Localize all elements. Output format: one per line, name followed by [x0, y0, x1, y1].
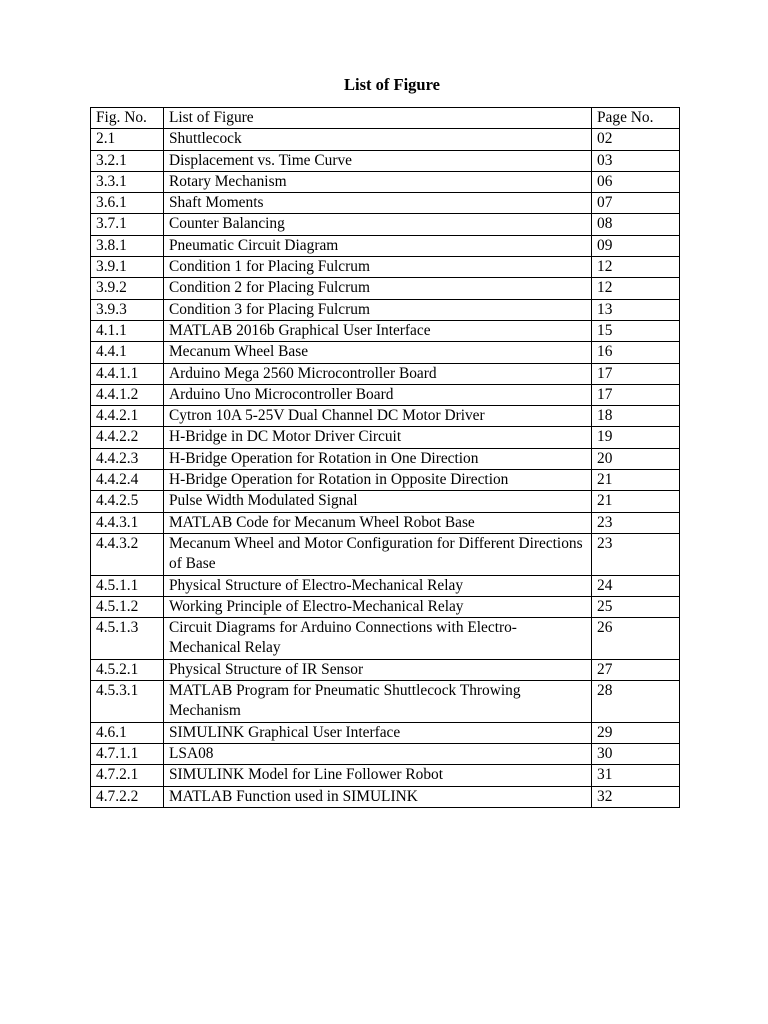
page-number-cell: 02 [592, 129, 680, 150]
table-row [91, 342, 680, 363]
fig-title-cell: SIMULINK Graphical User Interface [164, 722, 592, 743]
table-row [91, 278, 680, 299]
page-number-cell: 09 [592, 235, 680, 256]
fig-title-cell: LSA08 [164, 743, 592, 764]
fig-number-cell: 4.6.1 [91, 722, 164, 743]
fig-title-cell: MATLAB Code for Mecanum Wheel Robot Base [164, 512, 592, 533]
fig-title-cell: Pneumatic Circuit Diagram [164, 235, 592, 256]
table-row [91, 171, 680, 192]
fig-title-cell: Physical Structure of Electro-Mechanical Relay [164, 575, 592, 596]
fig-title-cell: MATLAB Program for Pneumatic Shuttlecock Throwing Mechanism [164, 681, 592, 723]
table-row [91, 257, 680, 278]
page-number-cell: 30 [592, 743, 680, 764]
fig-number-cell: 4.4.2.2 [91, 427, 164, 448]
page-number-cell: 28 [592, 681, 680, 723]
table-row [91, 659, 680, 680]
fig-number-cell: 2.1 [91, 129, 164, 150]
fig-number-cell: 4.4.1 [91, 342, 164, 363]
page-number-cell: 19 [592, 427, 680, 448]
fig-title-cell: Cytron 10A 5-25V Dual Channel DC Motor Driver [164, 406, 592, 427]
fig-number-cell: 3.2.1 [91, 150, 164, 171]
fig-number-cell: 3.6.1 [91, 193, 164, 214]
fig-title-cell: H-Bridge Operation for Rotation in One Direction [164, 448, 592, 469]
table-row [91, 491, 680, 512]
fig-title-cell: Pulse Width Modulated Signal [164, 491, 592, 512]
table-row [91, 533, 680, 575]
table-row [91, 512, 680, 533]
page-number-cell: 32 [592, 786, 680, 807]
page-number-cell: 21 [592, 470, 680, 491]
page-number-cell: 08 [592, 214, 680, 235]
fig-title-cell: Rotary Mechanism [164, 171, 592, 192]
fig-number-cell: 4.4.2.5 [91, 491, 164, 512]
page-number-cell: 20 [592, 448, 680, 469]
table-row [91, 681, 680, 723]
fig-number-cell: 3.9.1 [91, 257, 164, 278]
header-fig-no: Fig. No. [91, 108, 164, 129]
fig-number-cell: 4.4.3.1 [91, 512, 164, 533]
page-number-cell: 15 [592, 320, 680, 341]
page-number-cell: 12 [592, 278, 680, 299]
fig-number-cell: 4.4.3.2 [91, 533, 164, 575]
fig-title-cell: Shaft Moments [164, 193, 592, 214]
fig-title-cell: Arduino Uno Microcontroller Board [164, 384, 592, 405]
page-number-cell: 13 [592, 299, 680, 320]
table-header-row [91, 108, 680, 129]
fig-number-cell: 3.8.1 [91, 235, 164, 256]
fig-title-cell: Physical Structure of IR Sensor [164, 659, 592, 680]
fig-number-cell: 4.7.2.1 [91, 765, 164, 786]
page-number-cell: 29 [592, 722, 680, 743]
page-number-cell: 16 [592, 342, 680, 363]
page-number-cell: 06 [592, 171, 680, 192]
page-number-cell: 07 [592, 193, 680, 214]
table-row [91, 575, 680, 596]
table-row [91, 448, 680, 469]
fig-number-cell: 4.7.2.2 [91, 786, 164, 807]
header-page-no: Page No. [592, 108, 680, 129]
fig-title-cell: Displacement vs. Time Curve [164, 150, 592, 171]
table-row [91, 743, 680, 764]
fig-title-cell: Circuit Diagrams for Arduino Connections with Electro-Mechanical Relay [164, 618, 592, 660]
fig-number-cell: 3.7.1 [91, 214, 164, 235]
page-title: List of Figure [344, 75, 440, 94]
table-row [91, 427, 680, 448]
table-row [91, 193, 680, 214]
page-number-cell: 18 [592, 406, 680, 427]
page-number-cell: 03 [592, 150, 680, 171]
table-row [91, 299, 680, 320]
fig-title-cell: Condition 1 for Placing Fulcrum [164, 257, 592, 278]
fig-number-cell: 3.3.1 [91, 171, 164, 192]
page-number-cell: 31 [592, 765, 680, 786]
table-row [91, 786, 680, 807]
fig-title-cell: Shuttlecock [164, 129, 592, 150]
fig-number-cell: 4.1.1 [91, 320, 164, 341]
table-row [91, 384, 680, 405]
fig-title-cell: Mecanum Wheel and Motor Configuration for Different Directions of Base [164, 533, 592, 575]
fig-number-cell: 4.4.2.1 [91, 406, 164, 427]
page-number-cell: 26 [592, 618, 680, 660]
fig-title-cell: Counter Balancing [164, 214, 592, 235]
fig-number-cell: 4.5.2.1 [91, 659, 164, 680]
fig-number-cell: 4.5.1.3 [91, 618, 164, 660]
table-row [91, 406, 680, 427]
page-number-cell: 24 [592, 575, 680, 596]
page-number-cell: 17 [592, 363, 680, 384]
fig-number-cell: 4.4.1.2 [91, 384, 164, 405]
table-row [91, 618, 680, 660]
fig-number-cell: 4.5.3.1 [91, 681, 164, 723]
page-number-cell: 25 [592, 596, 680, 617]
page-number-cell: 21 [592, 491, 680, 512]
figure-list-body [91, 108, 680, 808]
table-row [91, 150, 680, 171]
header-list-of-figure: List of Figure [164, 108, 592, 129]
figure-list-table [90, 107, 680, 808]
fig-number-cell: 4.7.1.1 [91, 743, 164, 764]
fig-title-cell: MATLAB Function used in SIMULINK [164, 786, 592, 807]
fig-title-cell: H-Bridge in DC Motor Driver Circuit [164, 427, 592, 448]
page-number-cell: 12 [592, 257, 680, 278]
table-row [91, 765, 680, 786]
fig-number-cell: 3.9.3 [91, 299, 164, 320]
table-row [91, 235, 680, 256]
page-number-cell: 23 [592, 512, 680, 533]
fig-number-cell: 4.4.1.1 [91, 363, 164, 384]
fig-number-cell: 4.5.1.1 [91, 575, 164, 596]
table-row [91, 129, 680, 150]
fig-title-cell: Mecanum Wheel Base [164, 342, 592, 363]
table-row [91, 722, 680, 743]
page-number-cell: 23 [592, 533, 680, 575]
table-row [91, 320, 680, 341]
fig-title-cell: Condition 2 for Placing Fulcrum [164, 278, 592, 299]
fig-title-cell: SIMULINK Model for Line Follower Robot [164, 765, 592, 786]
table-row [91, 363, 680, 384]
fig-title-cell: MATLAB 2016b Graphical User Interface [164, 320, 592, 341]
fig-title-cell: Condition 3 for Placing Fulcrum [164, 299, 592, 320]
table-row [91, 596, 680, 617]
table-row [91, 214, 680, 235]
page-number-cell: 17 [592, 384, 680, 405]
page-number-cell: 27 [592, 659, 680, 680]
fig-number-cell: 4.4.2.4 [91, 470, 164, 491]
table-row [91, 470, 680, 491]
fig-title-cell: Arduino Mega 2560 Microcontroller Board [164, 363, 592, 384]
fig-number-cell: 4.5.1.2 [91, 596, 164, 617]
fig-title-cell: H-Bridge Operation for Rotation in Opposite Direction [164, 470, 592, 491]
fig-title-cell: Working Principle of Electro-Mechanical Relay [164, 596, 592, 617]
fig-number-cell: 4.4.2.3 [91, 448, 164, 469]
fig-number-cell: 3.9.2 [91, 278, 164, 299]
